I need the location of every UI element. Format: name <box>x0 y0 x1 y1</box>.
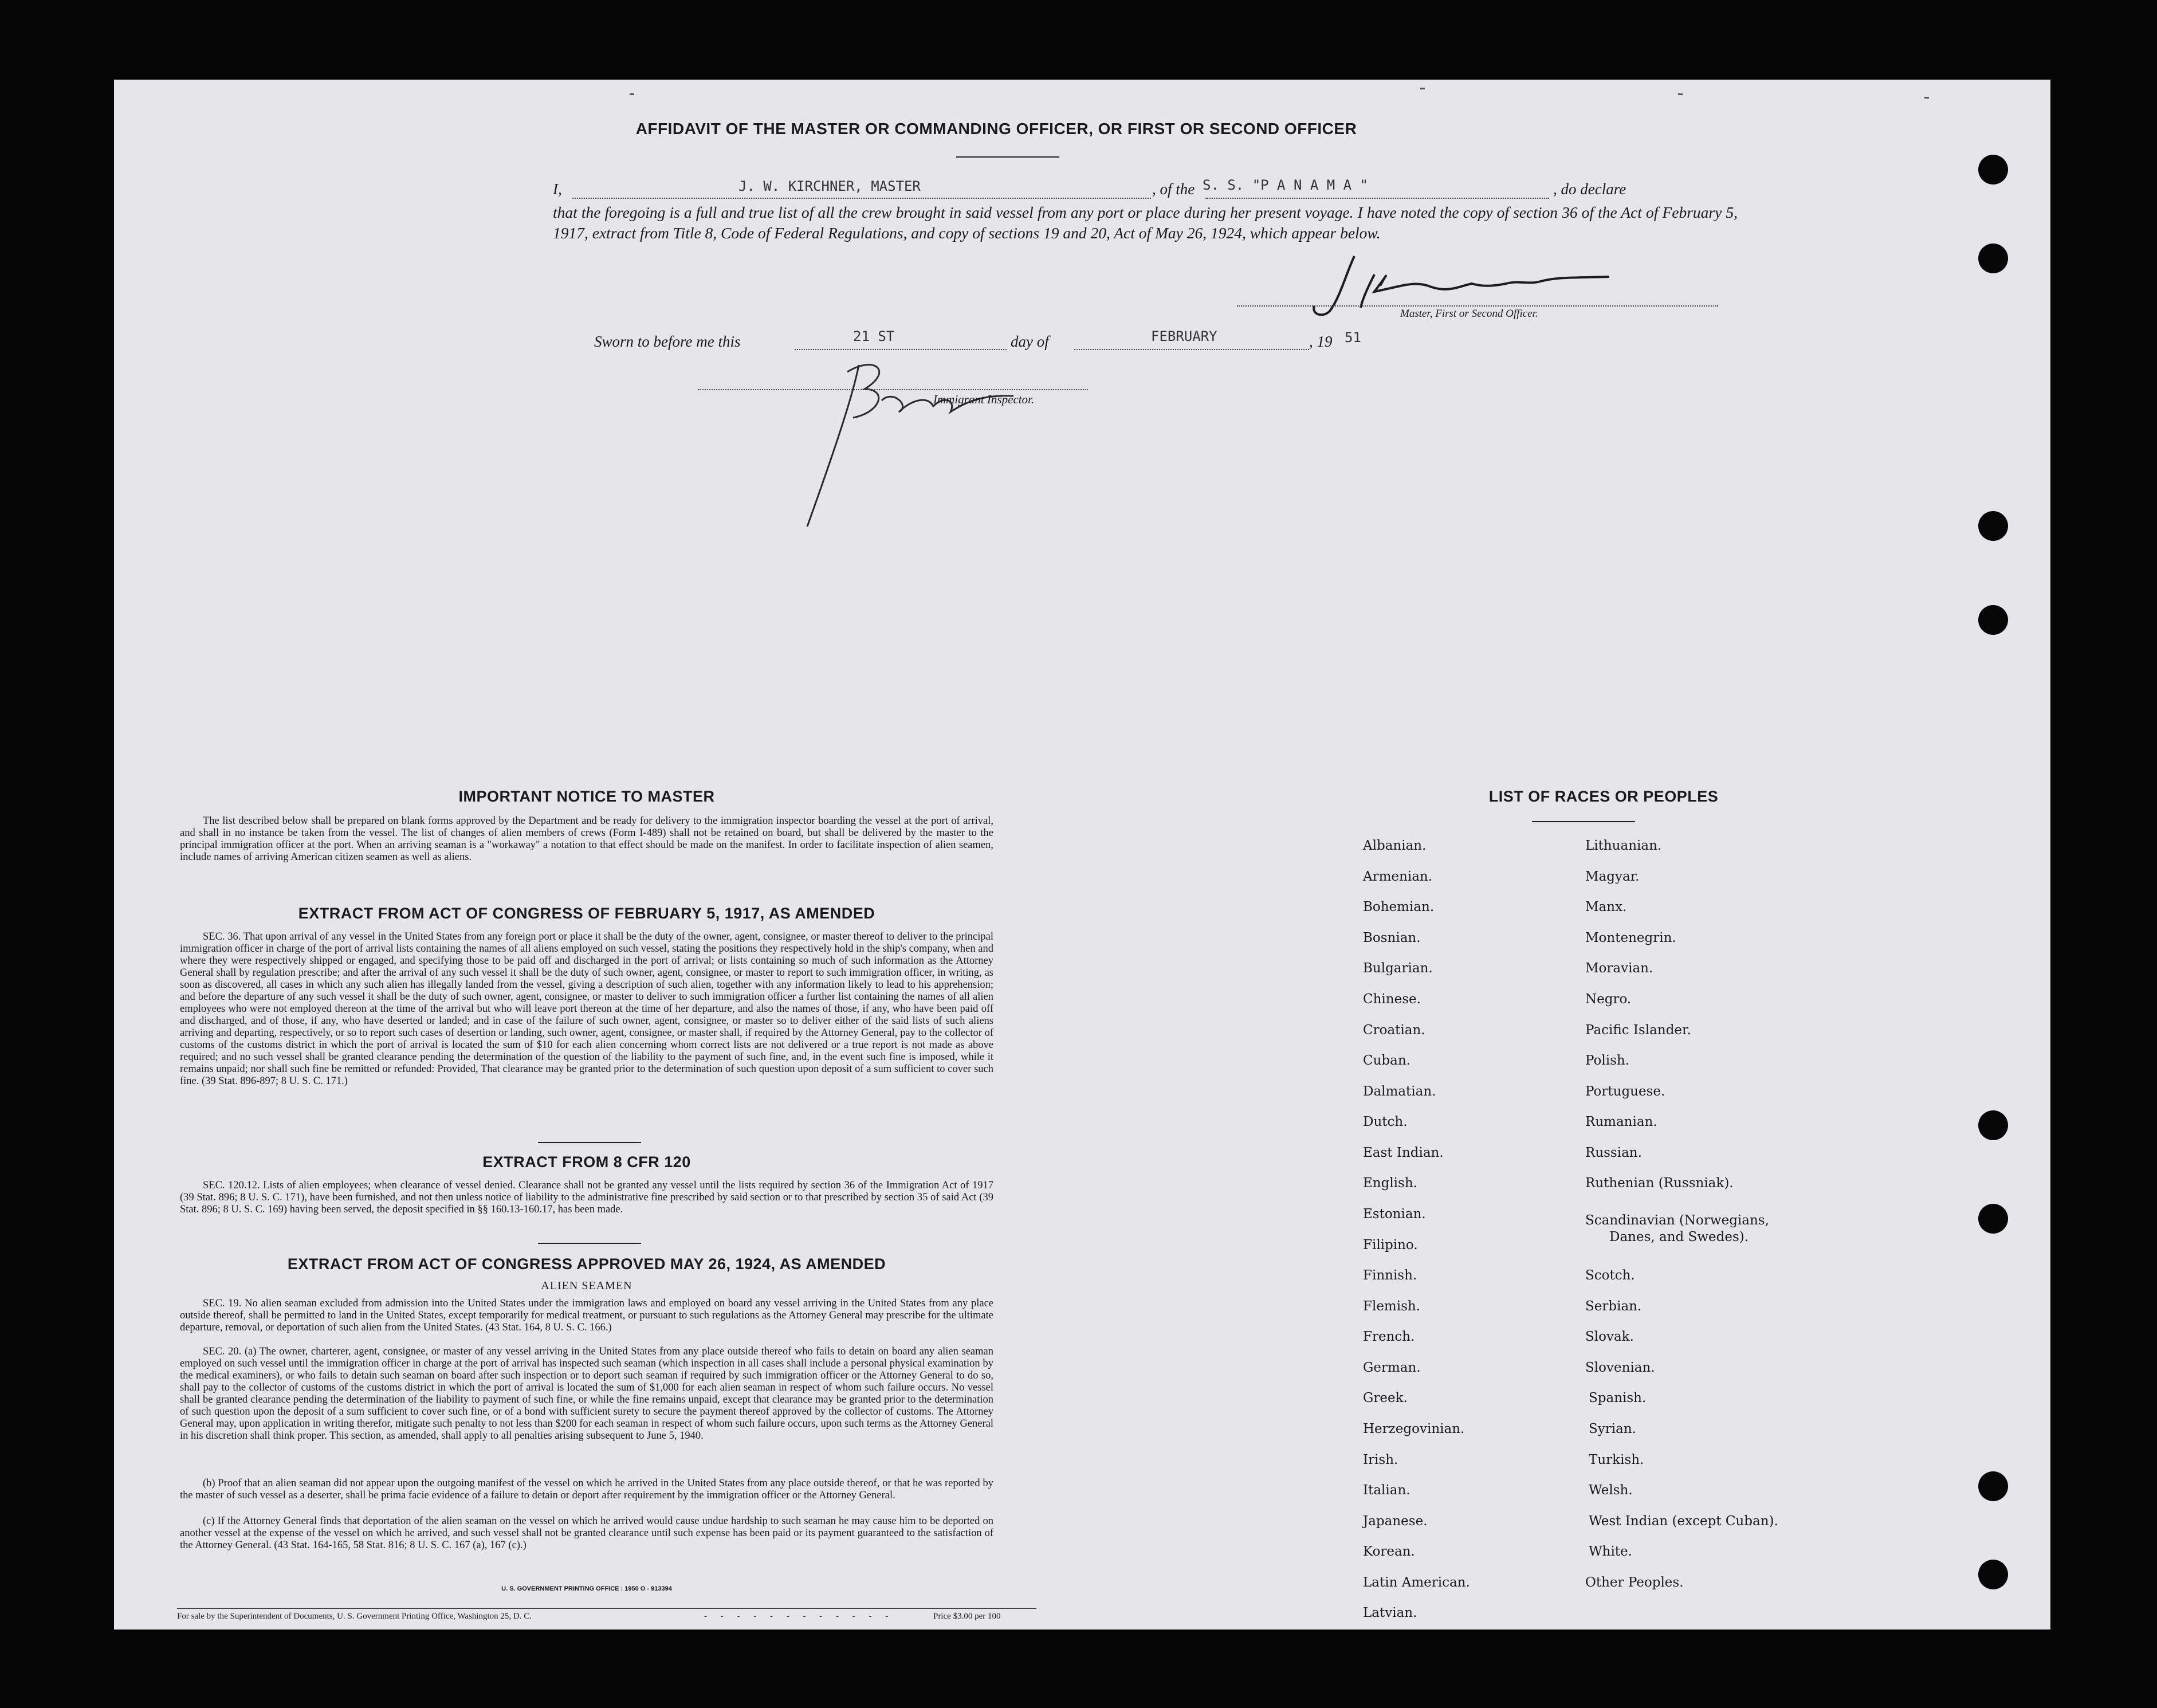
race-left: Armenian. <box>1363 869 1433 884</box>
race-left: Dutch. <box>1363 1114 1408 1129</box>
race-left: Bulgarian. <box>1363 961 1433 976</box>
race-left: Japanese. <box>1363 1514 1428 1529</box>
affidavit-title: AFFIDAVIT OF THE MASTER OR COMMANDING OFFICER, OR FIRST OR SECOND OFFICER <box>635 120 1357 138</box>
day-of-label: day of <box>1011 333 1049 350</box>
race-right: Polish. <box>1585 1053 1630 1068</box>
race-right: Scandinavian (Norwegians, <box>1585 1213 1769 1228</box>
race-left: Finnish. <box>1363 1268 1417 1283</box>
name-blank <box>572 198 1151 199</box>
race-left: Albanian. <box>1363 838 1427 853</box>
price-line: Price $3.00 per 100 <box>933 1612 1001 1621</box>
punch-hole <box>1978 1110 2008 1140</box>
vessel-name-field: S. S. "P A N A M A " <box>1203 177 1368 193</box>
punch-hole <box>1978 511 2008 541</box>
race-right: Serbian. <box>1585 1299 1642 1314</box>
section-rule <box>538 1243 641 1244</box>
race-right: Rumanian. <box>1585 1114 1657 1129</box>
race-left: Italian. <box>1363 1483 1411 1498</box>
races-rule <box>1532 821 1635 822</box>
race-right: Spanish. <box>1589 1391 1647 1405</box>
sworn-month-blank <box>1074 349 1309 350</box>
race-right: Welsh. <box>1589 1483 1633 1498</box>
race-left: Flemish. <box>1363 1299 1421 1314</box>
year-prefix: , 19 <box>1309 333 1333 350</box>
race-left: Bohemian. <box>1363 900 1435 914</box>
extract-1917-title: EXTRACT FROM ACT OF CONGRESS OF FEBRUARY 5, 1917, AS AMENDED <box>298 905 875 922</box>
do-declare-label: , do declare <box>1553 180 1626 198</box>
race-right: Negro. <box>1585 992 1632 1007</box>
race-right: West Indian (except Cuban). <box>1589 1514 1778 1529</box>
affidavit-body: that the foregoing is a full and true list of all the crew brought in said vessel from any port or place during her present voyage. I have noted the copy of section 36 of the Act of February 5, 1917, extract from Title 8, Code of Federal Regulations, and copy of sections 19 and 20, Act of May 26, 1924, which appear below. <box>553 203 1738 242</box>
race-right: Montenegrin. <box>1585 930 1676 945</box>
punch-hole <box>1978 155 2008 184</box>
race-left: Bosnian. <box>1363 930 1421 945</box>
inspector-caption: Immigrant Inspector. <box>933 392 1035 406</box>
sworn-day-field: 21 ST <box>853 328 895 344</box>
race-left: Latin American. <box>1363 1575 1470 1590</box>
race-right: Moravian. <box>1585 961 1653 976</box>
race-right: Turkish. <box>1589 1452 1644 1467</box>
master-caption: Master, First or Second Officer. <box>1400 308 1538 320</box>
printing-office-line: U. S. GOVERNMENT PRINTING OFFICE : 1950 O - 913394 <box>501 1585 672 1592</box>
scan-speck <box>630 93 634 95</box>
race-right: Pacific Islander. <box>1585 1023 1691 1038</box>
race-left: Cuban. <box>1363 1053 1411 1068</box>
notice-body: The list described below shall be prepared on blank forms approved by the Department and be ready for delivery to the immigration inspector boarding the vessel at the port of arrival, and shall in no instance be taken from the vessel. The list of changes of alien members of crews (Form I-489) shall not be retained on board, but shall be delivered by the master to the principal immigration officer at the port. When an arriving seaman is a "workaway" a notation to that effect should be made on the manifest. In order to facilitate inspection of alien seamen, include names of arriving American citizen seamen as well as aliens. <box>180 815 993 863</box>
race-right: Slovenian. <box>1585 1360 1655 1375</box>
punch-hole <box>1978 244 2008 273</box>
race-left: Herzegovinian. <box>1363 1422 1465 1436</box>
master-name-field: J. W. KIRCHNER, MASTER <box>738 178 921 194</box>
punch-hole <box>1978 1204 2008 1234</box>
document-page <box>114 80 2050 1630</box>
race-left: Croatian. <box>1363 1023 1425 1038</box>
punch-hole <box>1978 605 2008 635</box>
race-left: Latvian. <box>1363 1605 1417 1620</box>
scan-speck <box>1678 93 1683 95</box>
affidavit-i-label: I, <box>553 180 562 198</box>
notice-title: IMPORTANT NOTICE TO MASTER <box>458 788 715 805</box>
extract-1924-sec20b: (b) Proof that an alien seaman did not appear upon the outgoing manifest of the vessel on which he arrived in the United States from any place outside thereof, or that he was reported by the master of such vessel as a deserter, shall be prima facie evidence of a failure to detain or deport after requirement by the immigration officer or the Attorney General. <box>180 1478 993 1501</box>
punch-hole <box>1978 1471 2008 1501</box>
race-left: German. <box>1363 1360 1421 1375</box>
sworn-month-field: FEBRUARY <box>1151 328 1217 344</box>
section-rule <box>538 1142 641 1143</box>
race-right: Russian. <box>1585 1145 1642 1160</box>
extract-1917-body: SEC. 36. That upon arrival of any vessel in the United States from any foreign port or place it shall be the duty of the owner, agent, consignee, or master thereof to deliver to the principal immigration officer in charge of the port of arrival lists containing the names of all aliens employed on such vessel, stating the positions they respectively hold in the ship's company, when and where they were respectively shipped or engaged, and specifying those to be paid off and discharged in the port of arrival; or lists containing so much of such information as the Attorney General shall by regulation prescribe; and after the arrival of any such vessel it shall be the duty of such owner, agent, consignee, or master to report to such immigration officer, in writing, as soon as discovered, all cases in which any such alien has illegally landed from the vessel, giving a description of such alien, together with any information likely to lead to his apprehension; and before the departure of any such vessel it shall be the duty of such owner, agent, consignee, or master to deliver to such immigration officer a further list containing the names of all alien employees who were not employed thereon at the time of the arrival but who will leave port thereon at the time of her departure, and also the names of those, if any, who have been paid off and discharged, and of those, if any, who have deserted or landed; and in case of the failure of such owner, agent, consignee, or master so to deliver either of the said lists of such aliens arriving and departing, respectively, or so to report such cases of desertion or landing, such owner, agent, consignee, or master shall, if required by the Attorney General, pay to the collector of customs of the customs district in which the port of arrival is located the sum of $10 for each alien concerning whom correct lists are not delivered or a true report is not made as above required; and no such vessel shall be granted clearance pending the determination of the question of the liability to the payment of such fine, and, in the event such fine is imposed, while it remains unpaid; nor shall such fine be remitted or refunded: Provided, That clearance may be granted prior to the determination of such question upon deposit of a sum sufficient to cover such fine. (39 Stat. 896-897; 8 U. S. C. 171.) <box>180 931 993 1087</box>
title-rule <box>956 156 1059 158</box>
race-left: Irish. <box>1363 1452 1398 1467</box>
extract-cfr-title: EXTRACT FROM 8 CFR 120 <box>482 1153 691 1171</box>
race-right: Manx. <box>1585 900 1627 914</box>
race-right: Magyar. <box>1585 869 1640 884</box>
race-right: Danes, and Swedes). <box>1609 1230 1749 1244</box>
race-right: Slovak. <box>1585 1329 1634 1344</box>
for-sale-line: For sale by the Superintendent of Documents, U. S. Government Printing Office, Washington 25, D. C. <box>177 1612 532 1621</box>
inspector-line <box>698 389 1088 390</box>
race-right: Portuguese. <box>1585 1084 1665 1099</box>
race-right: Ruthenian (Russniak). <box>1585 1176 1734 1191</box>
extract-cfr-body: SEC. 120.12. Lists of alien employees; when clearance of vessel denied. Clearance shall not be granted any vessel until the lists required by section 36 of the Immigration Act of 1917 (39 Stat. 896; 8 U. S. C. 171), have been furnished, and not then unless notice of liability to the administrative fine prescribed by said section or to that prescribed by section 35 of said Act (39 Stat. 896; 8 U. S. C. 169) having been served, the deposit specified in §§ 160.13-160.17, has been made. <box>180 1180 993 1215</box>
race-left: Estonian. <box>1363 1207 1426 1222</box>
race-right: Syrian. <box>1589 1422 1636 1436</box>
of-the-label: , of the <box>1152 180 1195 198</box>
extract-1924-sec19: SEC. 19. No alien seaman excluded from admission into the United States under the immigration laws and employed on board any vessel arriving in the United States from any place outside thereof, shall be permitted to land in the United States, except temporarily for medical treatment, or pursuant to such regulations as the Attorney General may prescribe for the ultimate departure, removal, or deportation of such alien from the United States. (43 Stat. 164, 8 U. S. C. 166.) <box>180 1298 993 1333</box>
footer-leader: - - - - - - - - - - - - <box>704 1612 894 1621</box>
inspector-signature <box>796 349 1036 532</box>
scan-speck <box>1420 88 1425 89</box>
extract-1924-title: EXTRACT FROM ACT OF CONGRESS APPROVED MAY 26, 1924, AS AMENDED <box>287 1255 886 1273</box>
race-left: English. <box>1363 1176 1417 1191</box>
race-left: French. <box>1363 1329 1415 1344</box>
sworn-label: Sworn to before me this <box>594 333 741 350</box>
race-right: Scotch. <box>1585 1268 1635 1283</box>
races-title: LIST OF RACES OR PEOPLES <box>1488 788 1719 805</box>
race-left: Greek. <box>1363 1391 1408 1405</box>
race-right: Other Peoples. <box>1585 1575 1684 1590</box>
sworn-year-field: 51 <box>1345 329 1361 345</box>
race-left: East Indian. <box>1363 1145 1444 1160</box>
extract-1924-sec20a: SEC. 20. (a) The owner, charterer, agent, consignee, or master of any vessel arriving in the United States from any place outside thereof who fails to detain on board any alien seaman employed on such vessel until the immigration officer in charge at the port of arrival has inspected such seaman (which inspection in all cases shall include a personal physical examination by the medical examiners), or who fails to detain such seaman on board after such inspection or to deport such seaman if required by such immigration officer or the Attorney General to do so, shall pay to the collector of customs of the customs district in which the port of arrival is located the sum of $1,000 for each alien seaman in respect of whom such failure occurs. No vessel shall be granted clearance pending the determination of the liability to payment of such fine, or while the fine remains unpaid, except that clearance may be granted prior to the determination of such question upon the deposit of a sum sufficient to cover such fine, or of a bond with sufficient surety to secure the payment thereof approved by the collector of customs. The Attorney General may, upon application in writing therefor, mitigate such penalty to not less than $200 for each seaman in respect of whom such failure occurs, upon such terms as the Attorney General in his discretion shall think proper. This section, as amended, shall apply to all penalties arising subsequent to June 5, 1940. <box>180 1346 993 1442</box>
race-right: White. <box>1589 1544 1632 1559</box>
vessel-blank <box>1205 198 1549 199</box>
race-left: Filipino. <box>1363 1238 1418 1252</box>
extract-1924-subtitle: ALIEN SEAMEN <box>541 1279 632 1292</box>
race-right: Lithuanian. <box>1585 838 1662 853</box>
footer-rule <box>177 1608 1036 1609</box>
race-left: Dalmatian. <box>1363 1084 1436 1099</box>
scan-speck <box>1924 97 1929 99</box>
extract-1924-sec20c: (c) If the Attorney General finds that deportation of the alien seaman on the vessel on which he arrived would cause undue hardship to such seaman he may cause him to be deported on another vessel at the expense of the vessel on which he arrived, and such vessel shall not be granted clearance until such expense has been paid or its payment guaranteed to the satisfaction of the Attorney General. (43 Stat. 164-165, 58 Stat. 816; 8 U. S. C. 167 (a), 167 (c).) <box>180 1515 993 1551</box>
signature-line <box>1237 305 1718 307</box>
punch-hole <box>1978 1560 2008 1589</box>
race-left: Chinese. <box>1363 992 1421 1007</box>
race-left: Korean. <box>1363 1544 1415 1559</box>
